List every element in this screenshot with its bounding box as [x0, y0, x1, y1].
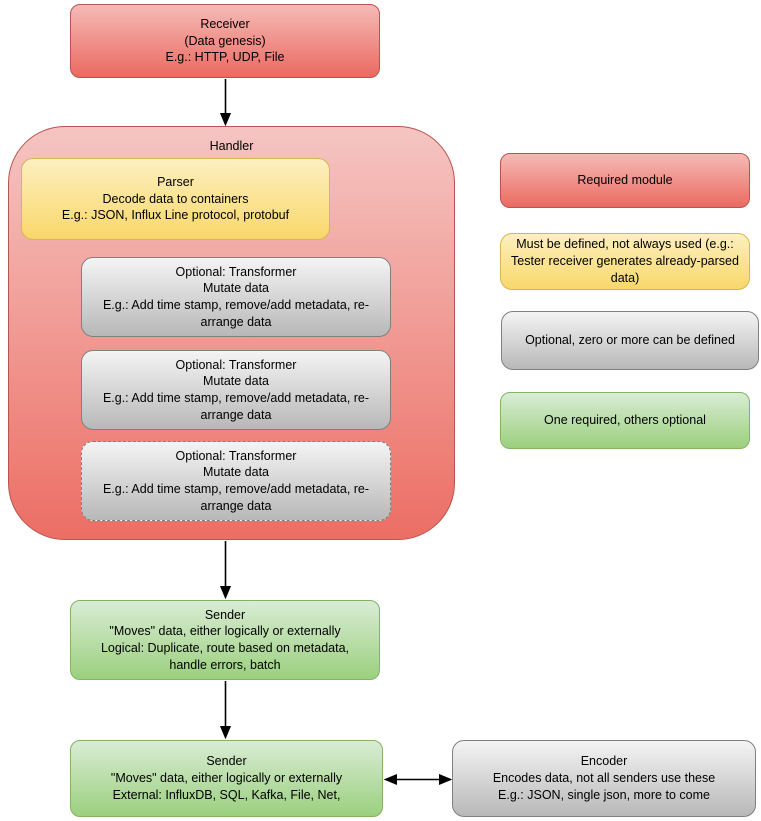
sender-logical-node [70, 600, 380, 680]
transformer-title: Optional: Transformer [175, 264, 297, 279]
receiver-subtitle: (Data genesis) [184, 33, 266, 48]
sender-title: Sender [206, 754, 247, 769]
arrow-receiver-to-handler [221, 79, 231, 125]
receiver-examples: E.g.: HTTP, UDP, File [165, 50, 285, 65]
transformer-examples: E.g.: Add time stamp, remove/add metadata, re-arrange data [102, 482, 370, 513]
legend-label: Required module [577, 173, 673, 188]
legend-label: Optional, zero or more can be defined [525, 333, 735, 348]
transformer-examples: E.g.: Add time stamp, remove/add metadata, re-arrange data [102, 391, 370, 422]
parser-examples: E.g.: JSON, Influx Line protocol, protobuf [61, 208, 290, 223]
arrow-sender-encoder-bidirectional [385, 775, 451, 785]
legend-label: One required, others optional [544, 413, 706, 428]
sender-description: "Moves" data, either logically or externally [110, 771, 343, 786]
sender-detail: External: InfluxDB, SQL, Kafka, File, Net, [112, 787, 341, 802]
encoder-description: Encodes data, not all senders use these [492, 771, 716, 786]
parser-node [21, 158, 330, 240]
receiver-node [70, 4, 380, 78]
encoder-title: Encoder [580, 754, 628, 769]
sender-detail: Logical: Duplicate, route based on metadata, handle errors, batch [100, 641, 350, 672]
legend-must-be-defined [500, 233, 750, 290]
transformer-node-1 [81, 257, 391, 337]
transformer-description: Mutate data [202, 465, 269, 480]
arrow-sender-to-sender [221, 681, 231, 738]
transformer-title: Optional: Transformer [175, 357, 297, 372]
sender-external-node [70, 740, 383, 817]
sender-title: Sender [204, 607, 246, 622]
parser-description: Decode data to containers [102, 191, 249, 206]
transformer-description: Mutate data [202, 374, 269, 389]
transformer-node-3-dashed [81, 441, 391, 521]
legend-label: Must be defined, not always used (e.g.: Tester receiver generates already-parsed data) [511, 237, 739, 285]
parser-title: Parser [157, 174, 194, 189]
legend-required-module [500, 153, 750, 208]
transformer-node-2 [81, 350, 391, 430]
encoder-examples: E.g.: JSON, single json, more to come [498, 787, 710, 802]
receiver-title: Receiver [200, 16, 250, 31]
handler-label: Handler [209, 139, 254, 153]
legend-one-required [500, 392, 750, 449]
sender-description: "Moves" data, either logically or externally [109, 624, 341, 639]
transformer-description: Mutate data [202, 281, 269, 296]
arrow-handler-to-sender [221, 541, 231, 598]
encoder-node [452, 740, 756, 817]
transformer-examples: E.g.: Add time stamp, remove/add metadata, re-arrange data [102, 298, 370, 329]
transformer-title: Optional: Transformer [175, 448, 297, 463]
legend-optional-modules [501, 311, 759, 370]
